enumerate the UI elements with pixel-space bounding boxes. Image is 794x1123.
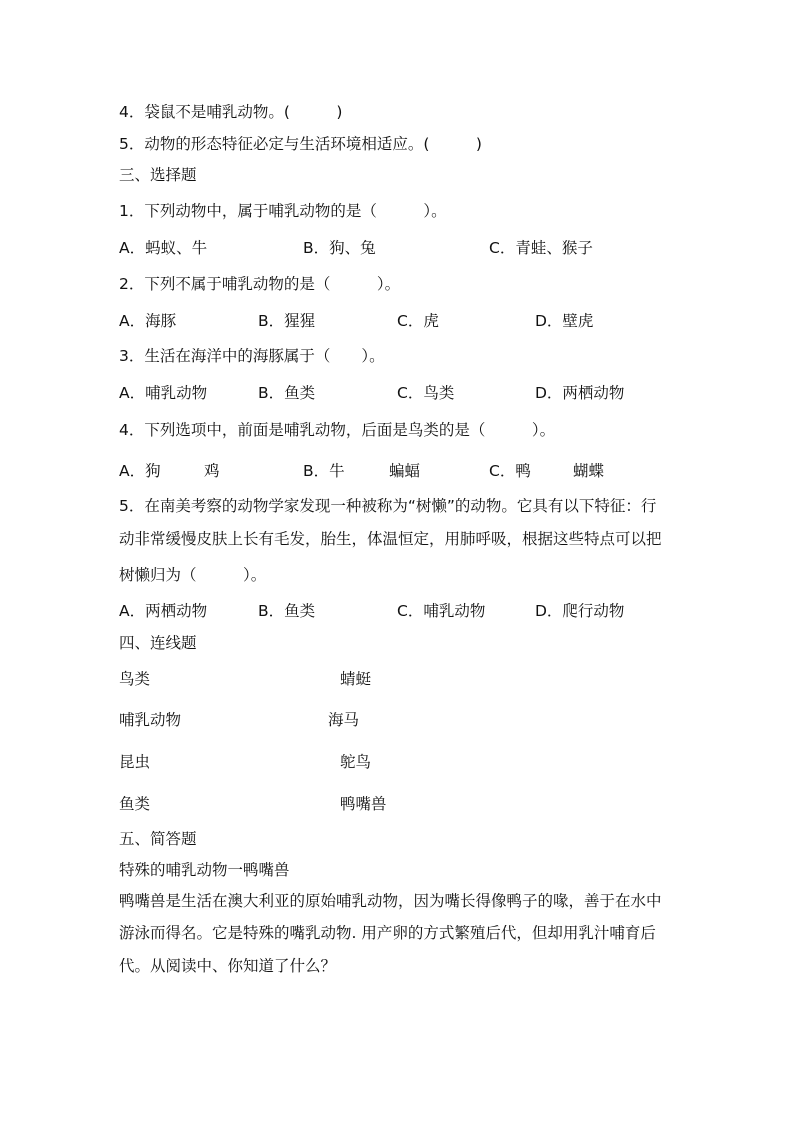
match-right-item: 鸵鸟	[340, 753, 372, 771]
option: B．猩猩	[258, 312, 316, 330]
choice-question-5-line-2: 动非常缓慢皮肤上长有毛发，胎生，体温恒定，用肺呼吸，根据这些特点可以把	[119, 530, 662, 548]
match-left-item: 鸟类	[119, 670, 151, 688]
choice-question-1: 1．下列动物中，属于哺乳动物的是（ ）。	[119, 202, 447, 220]
option: A．狗	[119, 462, 161, 480]
option: A．海豚	[119, 312, 177, 330]
option: C．哺乳动物	[397, 602, 486, 620]
option: B．鱼类	[258, 602, 316, 620]
option: C．青蛙、猴子	[489, 239, 593, 257]
judgment-question-5: 5．动物的形态特征必定与生活环境相适应。( )	[119, 135, 482, 153]
match-left-item: 鱼类	[119, 795, 151, 813]
option: 鸡	[204, 462, 220, 480]
choice-question-3: 3．生活在海洋中的海豚属于（ ）。	[119, 347, 385, 365]
match-right-item: 海马	[328, 711, 360, 729]
choice-question-5-line-3: 树懒归为（ ）。	[119, 566, 267, 584]
match-right-item: 鸭嘴兽	[340, 795, 387, 813]
option: 蝙蝠	[389, 462, 421, 480]
reading-title: 特殊的哺乳动物一鸭嘴兽	[119, 861, 290, 879]
reading-line-3: 代。从阅读中、你知道了什么？	[119, 957, 337, 975]
option: D．壁虎	[535, 312, 594, 330]
section-title-matching: 四、连线题	[119, 634, 197, 652]
match-left-item: 昆虫	[119, 753, 151, 771]
option: C．虎	[397, 312, 439, 330]
match-left-item: 哺乳动物	[119, 711, 182, 729]
option: A．蚂蚁、牛	[119, 239, 208, 257]
reading-line-1: 鸭嘴兽是生活在澳大利亚的原始哺乳动物，因为嘴长得像鸭子的喙，善于在水中	[119, 892, 662, 910]
choice-question-4: 4．下列选项中，前面是哺乳动物，后面是鸟类的是（ ）。	[119, 421, 556, 439]
option: A．两栖动物	[119, 602, 208, 620]
option: B．鱼类	[258, 384, 316, 402]
option: D．爬行动物	[535, 602, 625, 620]
section-title-short-answer: 五、简答题	[119, 830, 197, 848]
option: C．鸭	[489, 462, 531, 480]
choice-question-5-line-1: 5．在南美考察的动物学家发现一种被称为“树懒”的动物。它具有以下特征：行	[119, 497, 657, 515]
option: 蝴蝶	[573, 462, 605, 480]
choice-question-2: 2．下列不属于哺乳动物的是（ ）。	[119, 275, 401, 293]
option: C．鸟类	[397, 384, 455, 402]
match-right-item: 蜻蜓	[340, 670, 372, 688]
option: B．牛	[303, 462, 345, 480]
section-title-choice: 三、选择题	[119, 166, 197, 184]
option: A．哺乳动物	[119, 384, 208, 402]
judgment-question-4: 4．袋鼠不是哺乳动物。( )	[119, 103, 343, 121]
reading-line-2: 游泳而得名。它是特殊的嘴乳动物. 用产卵的方式繁殖后代，但却用乳汁哺育后	[119, 924, 656, 942]
option: B．狗、兔	[303, 239, 376, 257]
option: D．两栖动物	[535, 384, 625, 402]
